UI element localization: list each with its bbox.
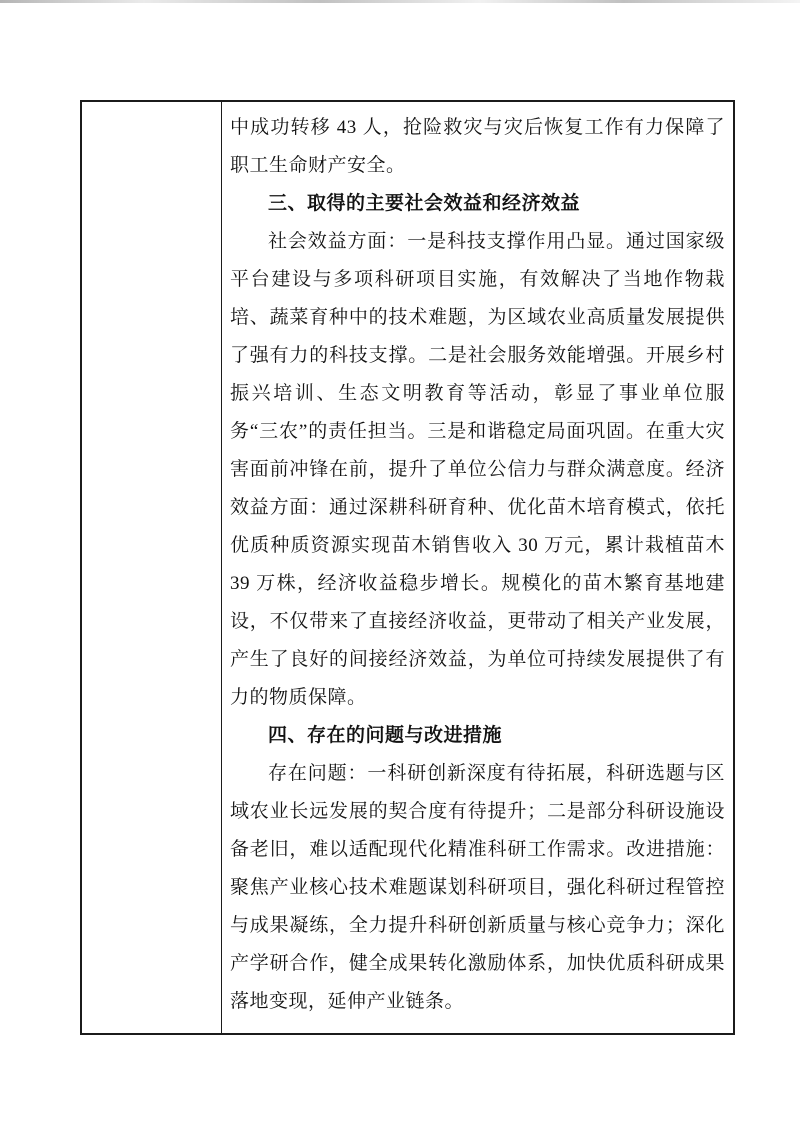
paragraph-continuation: 中成功转移 43 人，抢险救灾与灾后恢复工作有力保障了职工生命财产安全。: [230, 117, 725, 176]
report-form-table: [80, 100, 735, 1035]
form-label-cell-empty: [82, 102, 222, 1033]
form-content-cell: [222, 102, 733, 1033]
section-heading-social-economic-benefits: 三、取得的主要社会效益和经济效益: [268, 193, 581, 214]
paragraph-social-economic-benefits: 社会效益方面：一是科技支撑作用凸显。通过国家级平台建设与多项科研项目实施，有效解决了当地作物栽培、蔬菜育种中的技术难题，为区域农业高质量发展提供了强有力的科技支撑。二是社会服务效能增强。开展乡村振兴培训、生态文明教育等活动，彰显了事业单位服务“三农”的责任担当。三是和谐稳定局面巩固。在重大灾害面前冲锋在前，提升了单位公信力与群众满意度。经济效益方面：通过深耕科研育种、优化苗木培育模式，依托优质种质资源实现苗木销售收入 30 万元，累计栽植苗木 39 万株，经济收益稳步增长。规模化的苗木繁育基地建设，不仅带来了直接经济收益，更带动了相关产业发展，产生了良好的间接经济效益，为单位可持续发展提供了有力的物质保障。: [230, 231, 725, 708]
paragraph-problems-improvements: 存在问题：一科研创新深度有待拓展，科研选题与区域农业长远发展的契合度有待提升；二是部分科研设施设备老旧，难以适配现代化精准科研工作需求。改进措施：聚焦产业核心技术难题谋划科研项目，强化科研过程管控与成果凝练，全力提升科研创新质量与核心竞争力；深化产学研合作，健全成果转化激励体系，加快优质科研成果落地变现，延伸产业链条。: [230, 763, 725, 1012]
scan-artifact: [0, 0, 800, 3]
section-heading-problems-improvements: 四、存在的问题与改进措施: [268, 725, 503, 746]
